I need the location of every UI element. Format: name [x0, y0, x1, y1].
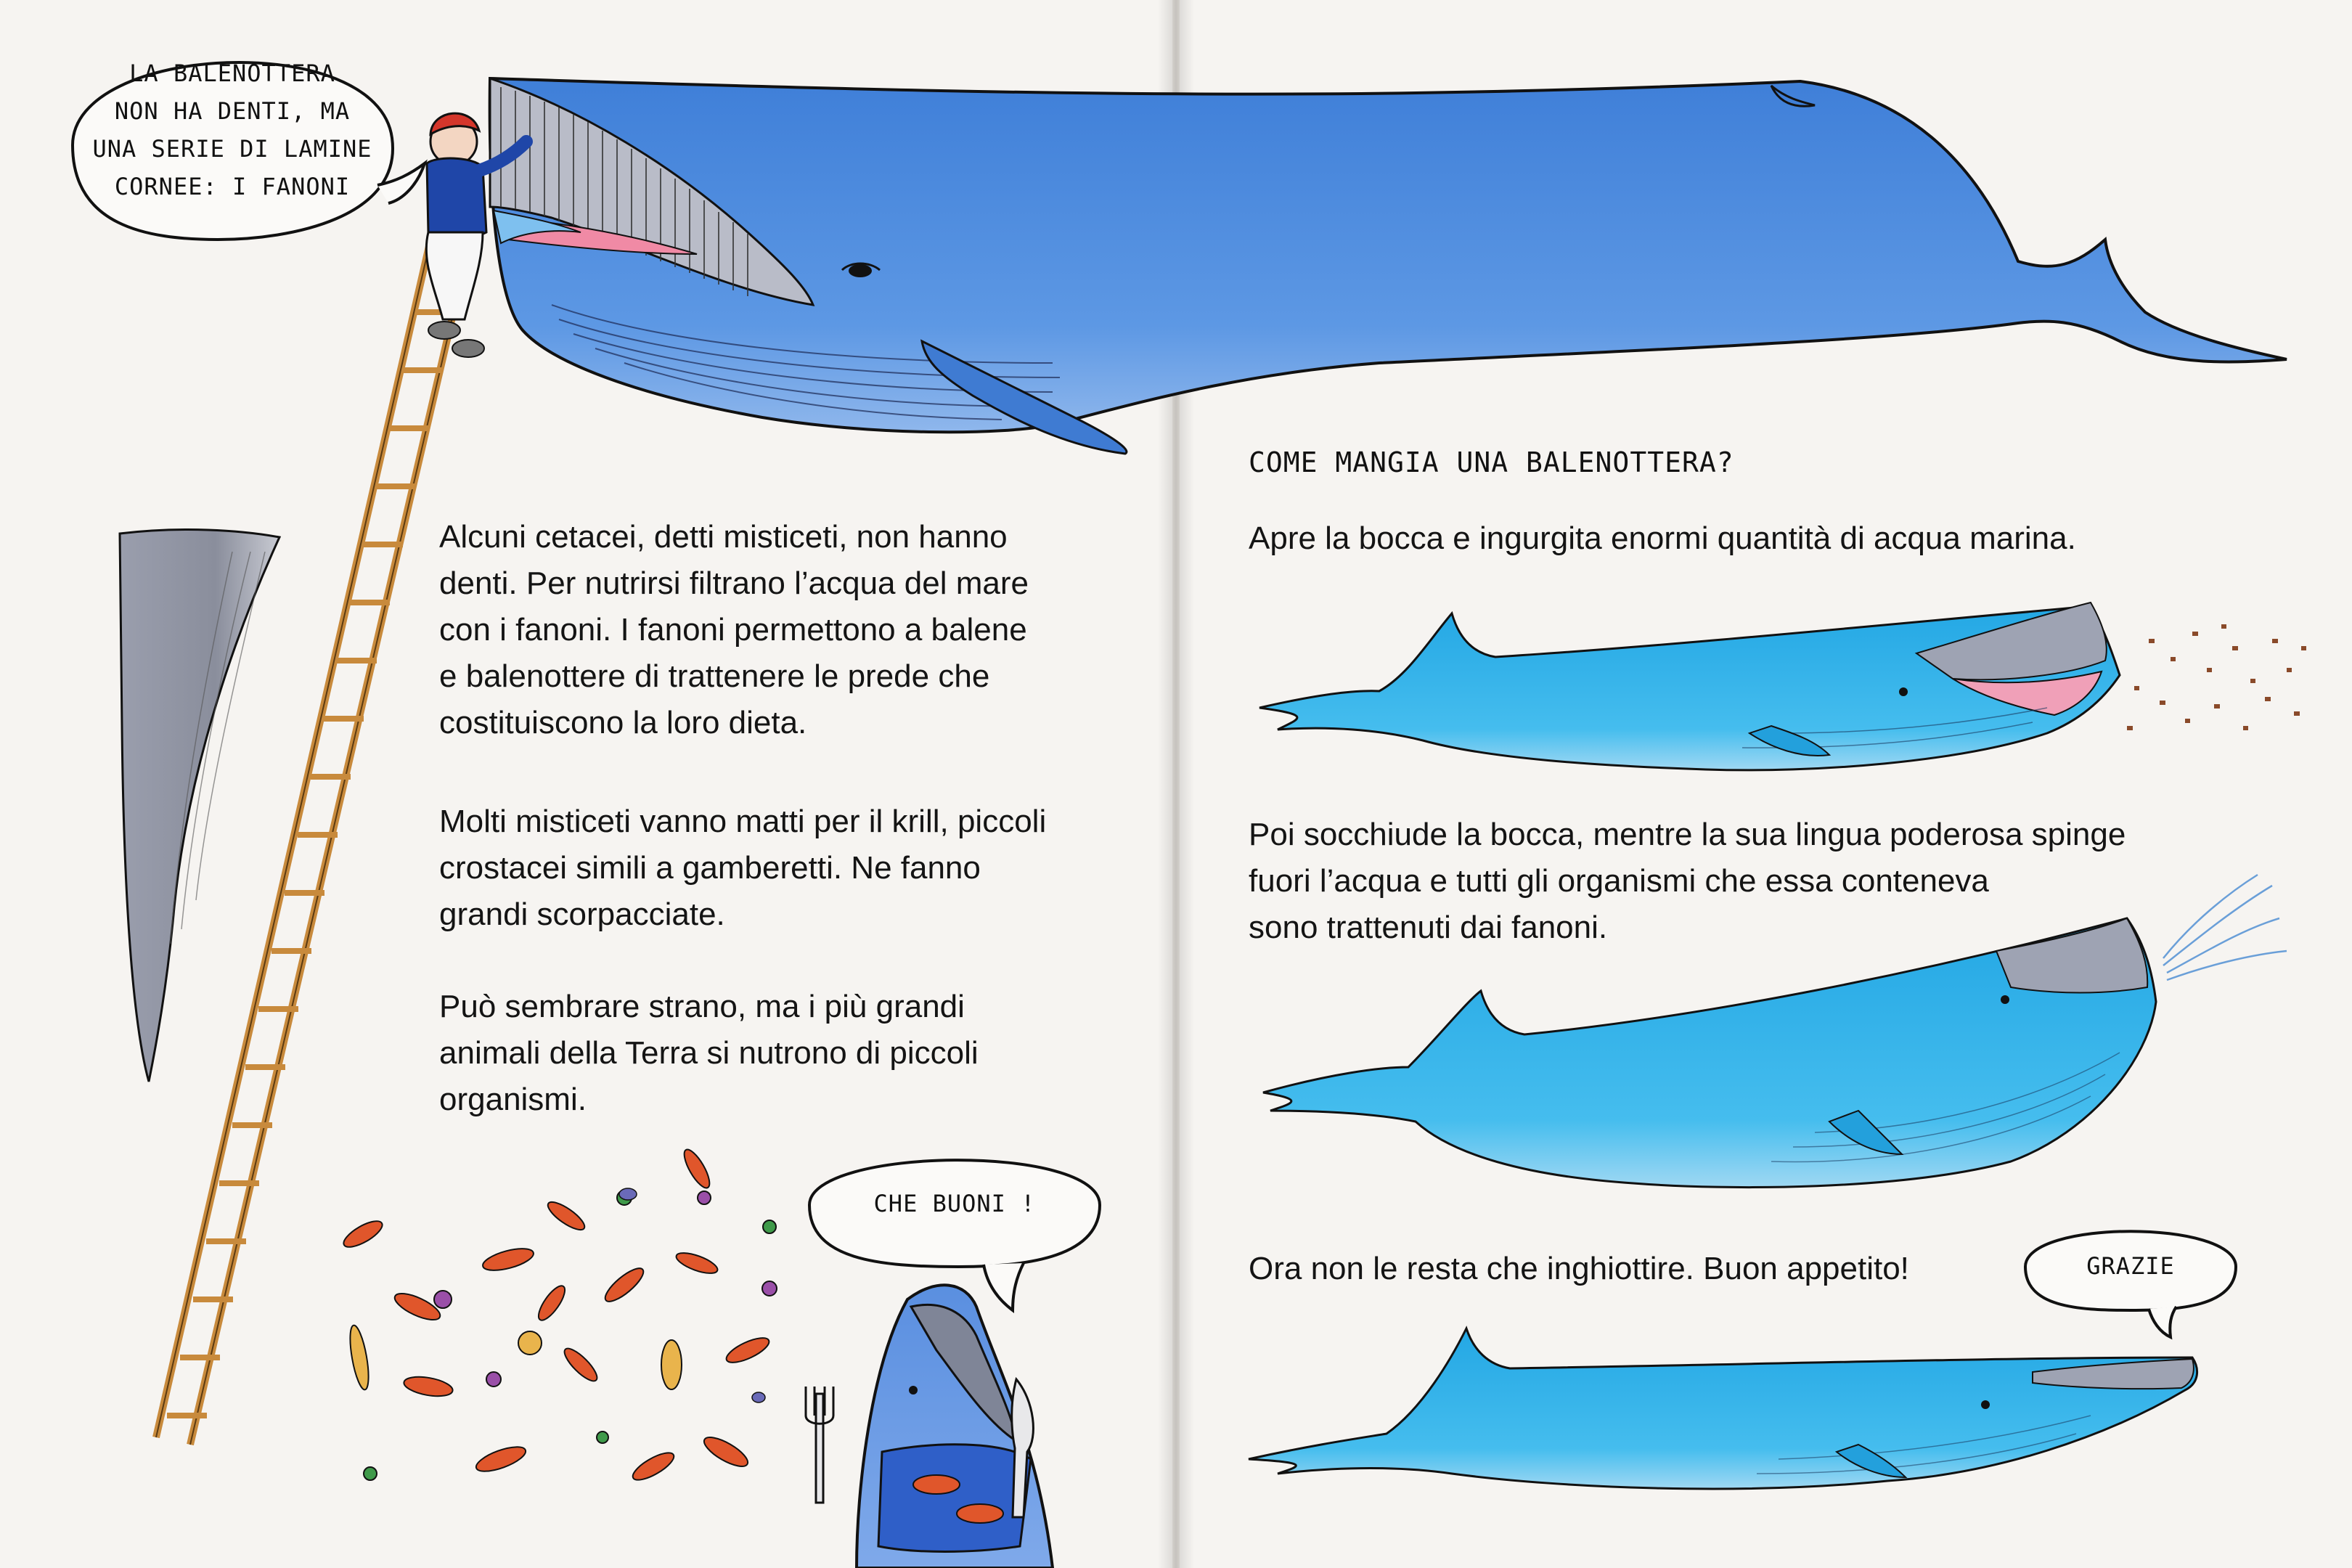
speech-bubble-grazie-text: GRAZIE: [2086, 1252, 2175, 1280]
left-paragraph-3: Può sembrare strano, ma i più grandi animali della Terra si nutrono di piccoli organismi.: [439, 989, 979, 1117]
speech-bubble-che-buoni-text: CHE BUONI !: [873, 1190, 1036, 1217]
step-1-text: Apre la bocca e ingurgita enormi quantità di acqua marina.: [1249, 520, 2076, 556]
krill-cluster: [340, 1146, 777, 1485]
right-page-heading: COME MANGIA UNA BALENOTTERA?: [1249, 446, 1734, 478]
whale-swallowing: [1249, 1328, 2197, 1489]
whale-mascot-with-cutlery: [806, 1285, 1053, 1568]
left-paragraph-2: Molti misticeti vanno matti per il krill, piccoli crostacei simili a gamberetti. Ne fanno grandi scorpacciate.: [439, 804, 1047, 932]
step-2-text: Poi socchiude la bocca, mentre la sua lingua poderosa spinge fuori l’acqua e tutti gli organismi che essa conteneva sono trattenuti dai fanoni.: [1249, 817, 2126, 945]
giant-blue-whale: [490, 78, 2287, 454]
speech-bubble-fanoni-text: LA BALENOTTERA NON HA DENTI, MA UNA SERIE DI LAMINE CORNEE: I FANONI: [92, 60, 372, 200]
left-paragraph-1: Alcuni cetacei, detti misticeti, non hanno denti. Per nutrirsi filtrano l’acqua del mare con i fanoni. I fanoni permettono a balene e balenottere di trattenere le prede che costituiscono la loro dieta.: [439, 519, 1029, 740]
step-3-text: Ora non le resta che inghiottire. Buon appetito!: [1249, 1251, 1909, 1286]
wooden-ladder: [156, 218, 475, 1445]
whale-open-mouth: [1259, 603, 2306, 770]
